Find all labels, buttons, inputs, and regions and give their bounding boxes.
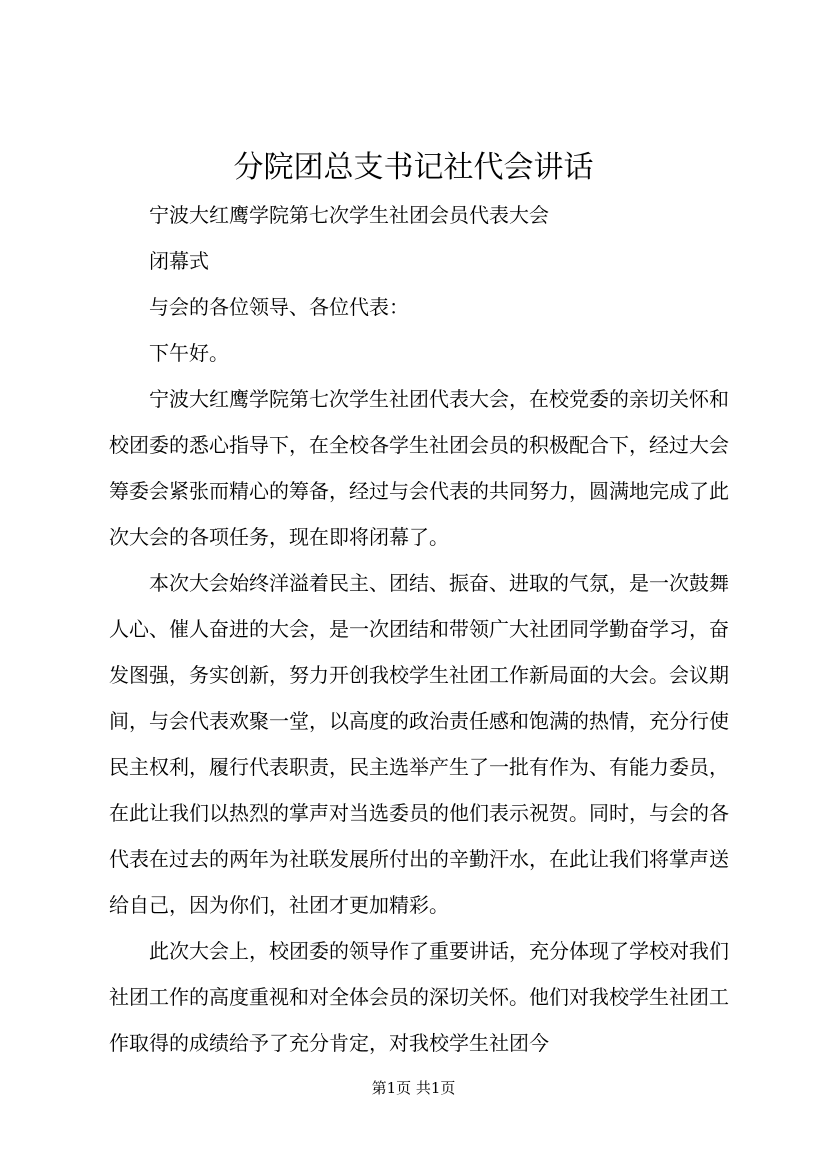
paragraph-greeting: 下午好。 [149,341,229,365]
paragraph-closing-ceremony: 闭幕式 [149,249,209,273]
document-title: 分院团总支书记社代会讲话 [233,150,594,185]
paragraph-body-1: 宁波大红鹰学院第七次学生社团代表大会，在校党委的亲切关怀和校团委的悉心指导下，在全校各学生社团会员的积极配合下，经过大会筹委会紧张而精心的筹备，经过与会代表的共同努力，圆满地完成了此次大会的各项任务，现在即将闭幕了。 [109,387,729,549]
document-body [109,192,729,1066]
paragraph-body-2: 本次大会始终洋溢着民主、团结、振奋、进取的气氛，是一次鼓舞人心、催人奋进的大会，是一次团结和带领广大社团同学勤奋学习，奋发图强，务实创新，努力开创我校学生社团工作新局面的大会。会议期间，与会代表欢聚一堂，以高度的政治责任感和饱满的热情，充分行使民主权利，履行代表职责，民主选举产生了一批有作为、有能力委员，在此让我们以热烈的掌声对当选委员的他们表示祝贺。同时，与会的各代表在过去的两年为社联发展所付出的辛勤汗水，在此让我们将掌声送给自己，因为你们，社团才更加精彩。 [109,571,729,917]
paragraph-salutation: 与会的各位领导、各位代表： [149,295,409,319]
paragraph-meeting-name: 宁波大红鹰学院第七次学生社团会员代表大会 [149,203,549,227]
page-footer: 第1页 共1页 [371,1079,456,1097]
paragraph-body-3: 此次大会上，校团委的领导作了重要讲话，充分体现了学校对我们社团工作的高度重视和对全体会员的深切关怀。他们对我校学生社团工作取得的成绩给予了充分肯定，对我校学生社团今 [109,939,729,1055]
